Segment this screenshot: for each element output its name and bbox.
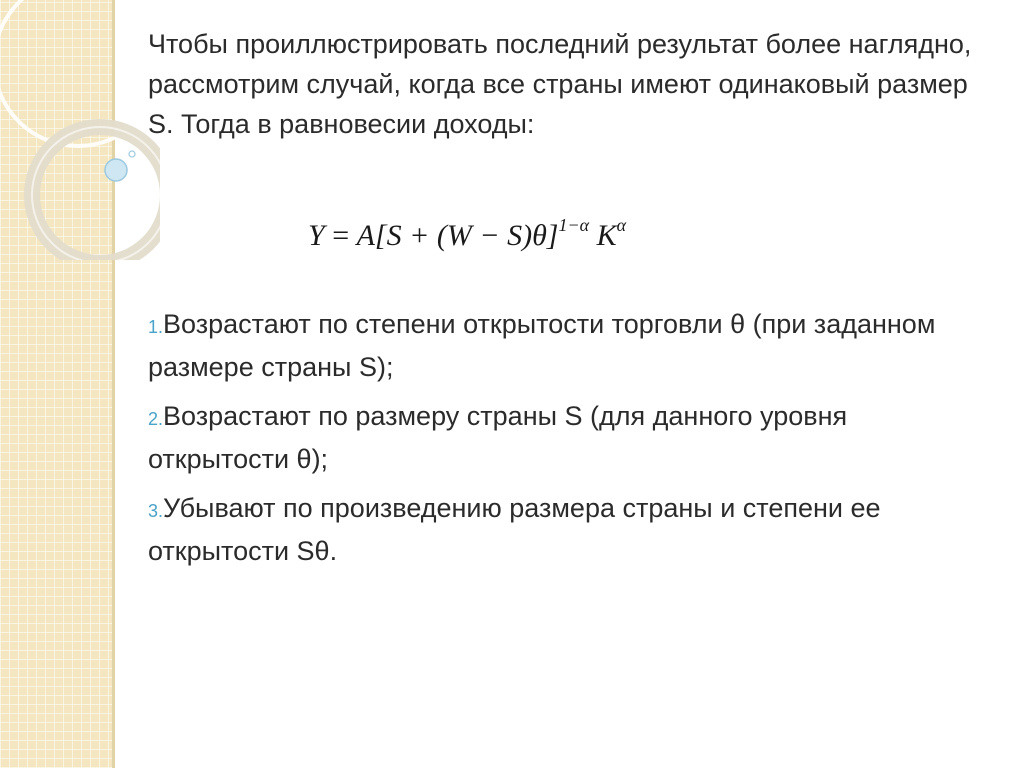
equilibrium-income-formula <box>308 202 627 252</box>
results-list <box>148 304 988 580</box>
list-item-number: 2. <box>148 409 164 429</box>
list-item-text: Убывают по произведению размера страны и степени ее открытости Sθ. <box>148 493 881 566</box>
intro-paragraph: Чтобы проиллюстрировать последний результат более наглядно, рассмотрим случай, когда все страны имеют одинаковый размер S. Тогда в равновесии доходы: <box>148 29 972 139</box>
list-item-text: Возрастают по степени открытости торговли θ (при заданном размере страны S); <box>148 309 936 382</box>
formula-lhs: Y <box>308 219 325 252</box>
list-item-text: Возрастают по размеру страны S (для данного уровня открытости θ); <box>148 401 848 474</box>
formula-exponent-one-minus-alpha: 1−α <box>558 215 590 235</box>
formula-body: A[S + (W − S)θ] <box>356 219 559 252</box>
list-item-number: 3. <box>148 501 164 521</box>
formula-exponent-alpha: α <box>616 215 627 235</box>
list-item-number: 1. <box>148 317 164 337</box>
list-item <box>148 396 988 479</box>
formula-k: K <box>589 219 617 252</box>
decorative-circles <box>0 0 160 260</box>
list-item <box>148 304 988 387</box>
formula-equals: = <box>324 219 357 252</box>
list-item <box>148 488 988 571</box>
